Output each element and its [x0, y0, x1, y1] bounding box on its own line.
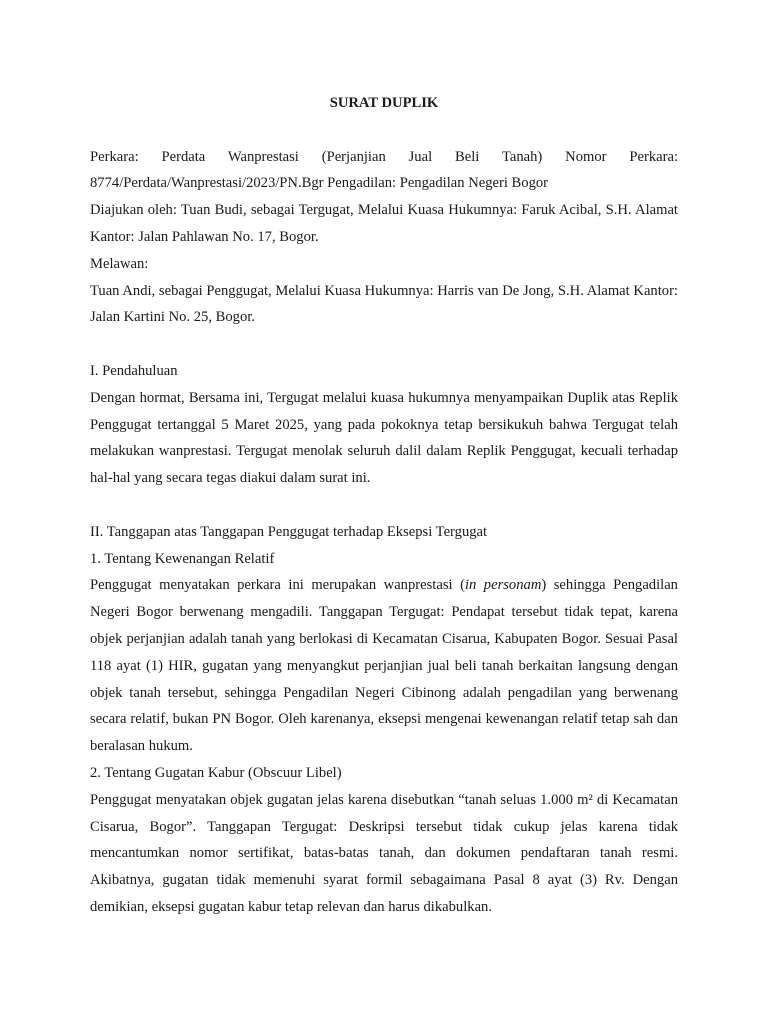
- document-title: SURAT DUPLIK: [329, 95, 439, 111]
- document-page: [90, 90, 678, 921]
- subsection-2-body: Penggugat menyatakan objek gugatan jelas karena disebutkan “tanah seluas 1.000 m² di Kecamatan Cisarua, Bogor”. Tanggapan Tergugat: Deskripsi tersebut tidak cukup jelas karena tidak mencantumkan nomor sertifikat, batas-batas tanah, dan dokumen pendaftaran tanah resmi. Akibatnya, gugatan tidak memenuhi syarat formil sebagaimana Pasal 8 ayat (3) Rv. Dengan demikian, eksepsi gugatan kabur tetap relevan dan harus dikabulkan.: [90, 791, 678, 915]
- against-label: Melawan:: [90, 255, 149, 272]
- plaintiff-paragraph: Tuan Andi, sebagai Penggugat, Melalui Kuasa Hukumnya: Harris van De Jong, S.H. Alamat Kantor: Jalan Kartini No. 25, Bogor.: [90, 282, 678, 326]
- submitted-by-paragraph: Diajukan oleh: Tuan Budi, sebagai Tergugat, Melalui Kuasa Hukumnya: Faruk Acibal, S.H. Alamat Kantor: Jalan Pahlawan No. 17, Bogor.: [90, 202, 678, 245]
- section-1-heading: I. Pendahuluan: [90, 362, 178, 379]
- subsection-2-heading: 2. Tentang Gugatan Kabur (Obscuur Libel): [90, 764, 342, 781]
- case-info-paragraph: Perkara: Perdata Wanprestasi (Perjanjian Jual Beli Tanah) Nomor Perkara: 8774/Perdata/Wanprestasi/2023/PN.Bgr Pengadilan: Pengadilan Negeri Bogor: [90, 148, 678, 192]
- blank-line: [90, 492, 678, 519]
- subsection-1-body-part-2: ) sehingga Pengadilan Negeri Bogor berwenang mengadili. Tanggapan Tergugat: Pendapat tersebut tidak tepat, karena objek perjanjian adalah tanah yang berlokasi di Kecamatan Cisarua, Kabupaten Bogor. Sesuai Pasal 118 ayat (1) HIR, gugatan yang menyangkut perjanjian jual beli tanah berkaitan langsung dengan objek tanah tersebut, sehingga Pengadilan Negeri Cibinong adalah pengadilan yang berwenang secara relatif, bukan PN Bogor. Oleh karenanya, eksepsi mengenai kewenangan relatif tetap sah dan beralasan hukum.: [90, 577, 678, 755]
- section-2-heading: II. Tanggapan atas Tanggapan Penggugat terhadap Eksepsi Tergugat: [90, 523, 488, 540]
- section-1-body: Dengan hormat, Bersama ini, Tergugat melalui kuasa hukumnya menyampaikan Duplik atas Replik Penggugat tertanggal 5 Maret 2025, yang pada pokoknya tetap bersikukuh bahwa Tergugat telah melakukan wanprestasi. Tergugat menolak seluruh dalil dalam Replik Penggugat, kecuali terhadap hal-hal yang secara tegas diakui dalam surat ini.: [90, 389, 678, 487]
- subsection-1-body: [90, 572, 678, 760]
- blank-line: [90, 331, 678, 358]
- subsection-1-body-part-1: Penggugat menyatakan perkara ini merupakan wanprestasi (: [90, 577, 465, 594]
- subsection-1-heading: 1. Tentang Kewenangan Relatif: [90, 550, 275, 567]
- subsection-1-italic-term: in personam: [464, 577, 542, 594]
